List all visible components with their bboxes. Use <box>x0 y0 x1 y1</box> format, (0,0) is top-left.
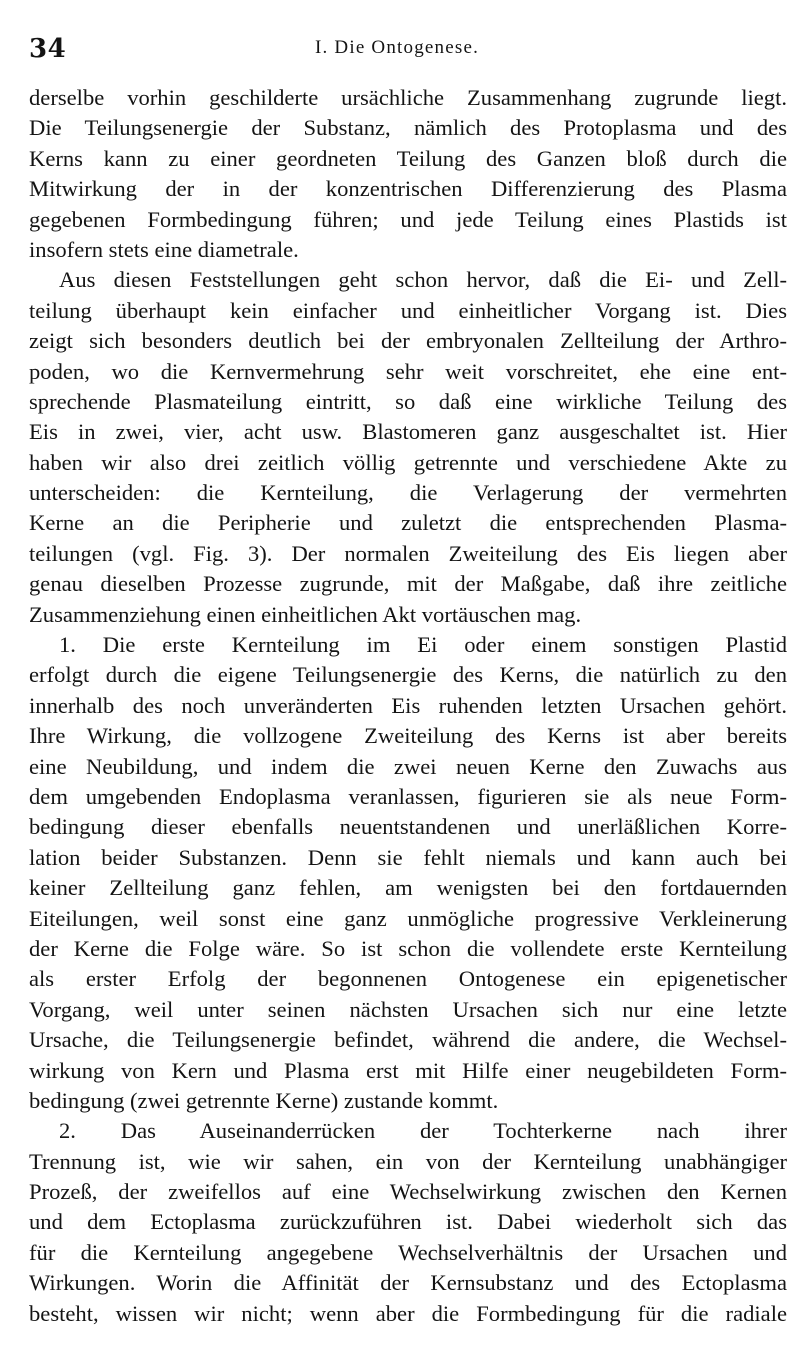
text-line: sprechende Plasmateilung eintritt, so daß eine wirkliche Teilung des <box>29 388 787 414</box>
text-line: Prozeß, der zweifellos auf eine Wechselwirkung zwischen den Kernen <box>29 1179 787 1205</box>
text-line: Eis in zwei, vier, acht usw. Blastomeren ganz ausgeschaltet ist. Hier <box>29 419 787 445</box>
page-header <box>29 34 787 68</box>
text-line: haben wir also drei zeitlich völlig getrennte und verschiedene Akte zu <box>29 449 787 475</box>
text-line: Zusammenziehung einen einheitlichen Akt vortäuschen mag. <box>29 601 582 627</box>
text-line: Mitwirkung der in der konzentrischen Differenzierung des Plasma <box>29 176 787 202</box>
text-line: und dem Ectoplasma zurückzuführen ist. Dabei wiederholt sich das <box>29 1209 787 1235</box>
text-line: besteht, wissen wir nicht; wenn aber die Formbedingung für die radiale <box>29 1300 787 1326</box>
text-line: Aus diesen Feststellungen geht schon hervor, daß die Ei- und Zell- <box>59 267 787 293</box>
text-line: zeigt sich besonders deutlich bei der embryonalen Zellteilung der Arthro- <box>29 328 787 354</box>
text-line: derselbe vorhin geschilderte ursächliche Zusammenhang zugrunde liegt. <box>29 85 787 110</box>
text-line: innerhalb des noch unveränderten Eis ruhenden letzten Ursachen gehört. <box>29 692 787 718</box>
text-line: dem umgebenden Endoplasma veranlassen, figurieren sie als neue Form- <box>29 783 787 809</box>
body-text <box>29 83 787 1329</box>
text-line: keiner Zellteilung ganz fehlen, am wenigsten bei den fortdauernden <box>29 875 787 901</box>
text-line: Vorgang, weil unter seinen nächsten Ursachen sich nur eine letzte <box>29 996 787 1022</box>
text-line: eine Neubildung, und indem die zwei neuen Kerne den Zuwachs aus <box>29 753 787 779</box>
text-line: der Kerne die Folge wäre. So ist schon die vollendete erste Kernteilung <box>29 935 787 961</box>
text-line: gegebenen Formbedingung führen; und jede Teilung eines Plastids ist <box>29 206 787 232</box>
text-line: Ihre Wirkung, die vollzogene Zweiteilung des Kerns ist aber bereits <box>29 723 787 749</box>
text-line: erfolgt durch die eigene Teilungsenergie des Kerns, die natürlich zu den <box>29 662 787 688</box>
text-line: bedingung (zwei getrennte Kerne) zustande kommt. <box>29 1087 499 1113</box>
text-line: für die Kernteilung angegebene Wechselverhältnis der Ursachen und <box>29 1239 787 1265</box>
text-line: Die Teilungsenergie der Substanz, nämlich des Protoplasma und des <box>29 115 787 141</box>
page-number: 34 <box>29 34 67 64</box>
text-line: lation beider Substanzen. Denn sie fehlt niemals und kann auch bei <box>29 844 787 870</box>
text-line: Ursache, die Teilungsenergie befindet, während die andere, die Wechsel- <box>29 1027 787 1053</box>
text-line: Eiteilungen, weil sonst eine ganz unmögliche progressive Verkleinerung <box>29 905 787 931</box>
text-line: genau dieselben Prozesse zugrunde, mit der Maßgabe, daß ihre zeitliche <box>29 571 787 597</box>
text-line: bedingung dieser ebenfalls neuentstandenen und unerläßlichen Korre- <box>29 814 787 840</box>
text-line: teilung überhaupt kein einfacher und einheitlicher Vorgang ist. Dies <box>29 297 787 323</box>
text-line: teilungen (vgl. Fig. 3). Der normalen Zweiteilung des Eis liegen aber <box>29 540 787 566</box>
text-line: Trennung ist, wie wir sahen, ein von der Kernteilung unabhängiger <box>29 1148 787 1174</box>
text-line: wirkung von Kern und Plasma erst mit Hilfe einer neugebildeten Form- <box>29 1057 787 1083</box>
running-head: I. Die Ontogenese. <box>315 37 480 58</box>
text-line: 2. Das Auseinanderrücken der Tochterkerne nach ihrer <box>59 1118 787 1144</box>
text-line: insofern stets eine diametrale. <box>29 236 299 262</box>
text-line: Kerne an die Peripherie und zuletzt die entsprechenden Plasma- <box>29 510 787 536</box>
text-line: Wirkungen. Worin die Affinität der Kernsubstanz und des Ectoplasma <box>29 1270 787 1296</box>
text-line: poden, wo die Kernvermehrung sehr weit vorschreitet, ehe eine ent- <box>29 358 787 384</box>
text-line: Kerns kann zu einer geordneten Teilung des Ganzen bloß durch die <box>29 145 787 171</box>
text-line: als erster Erfolg der begonnenen Ontogenese ein epigenetischer <box>29 966 787 992</box>
text-line: 1. Die erste Kernteilung im Ei oder einem sonstigen Plastid <box>59 632 787 658</box>
text-line: unterscheiden: die Kernteilung, die Verlagerung der vermehrten <box>29 480 787 506</box>
